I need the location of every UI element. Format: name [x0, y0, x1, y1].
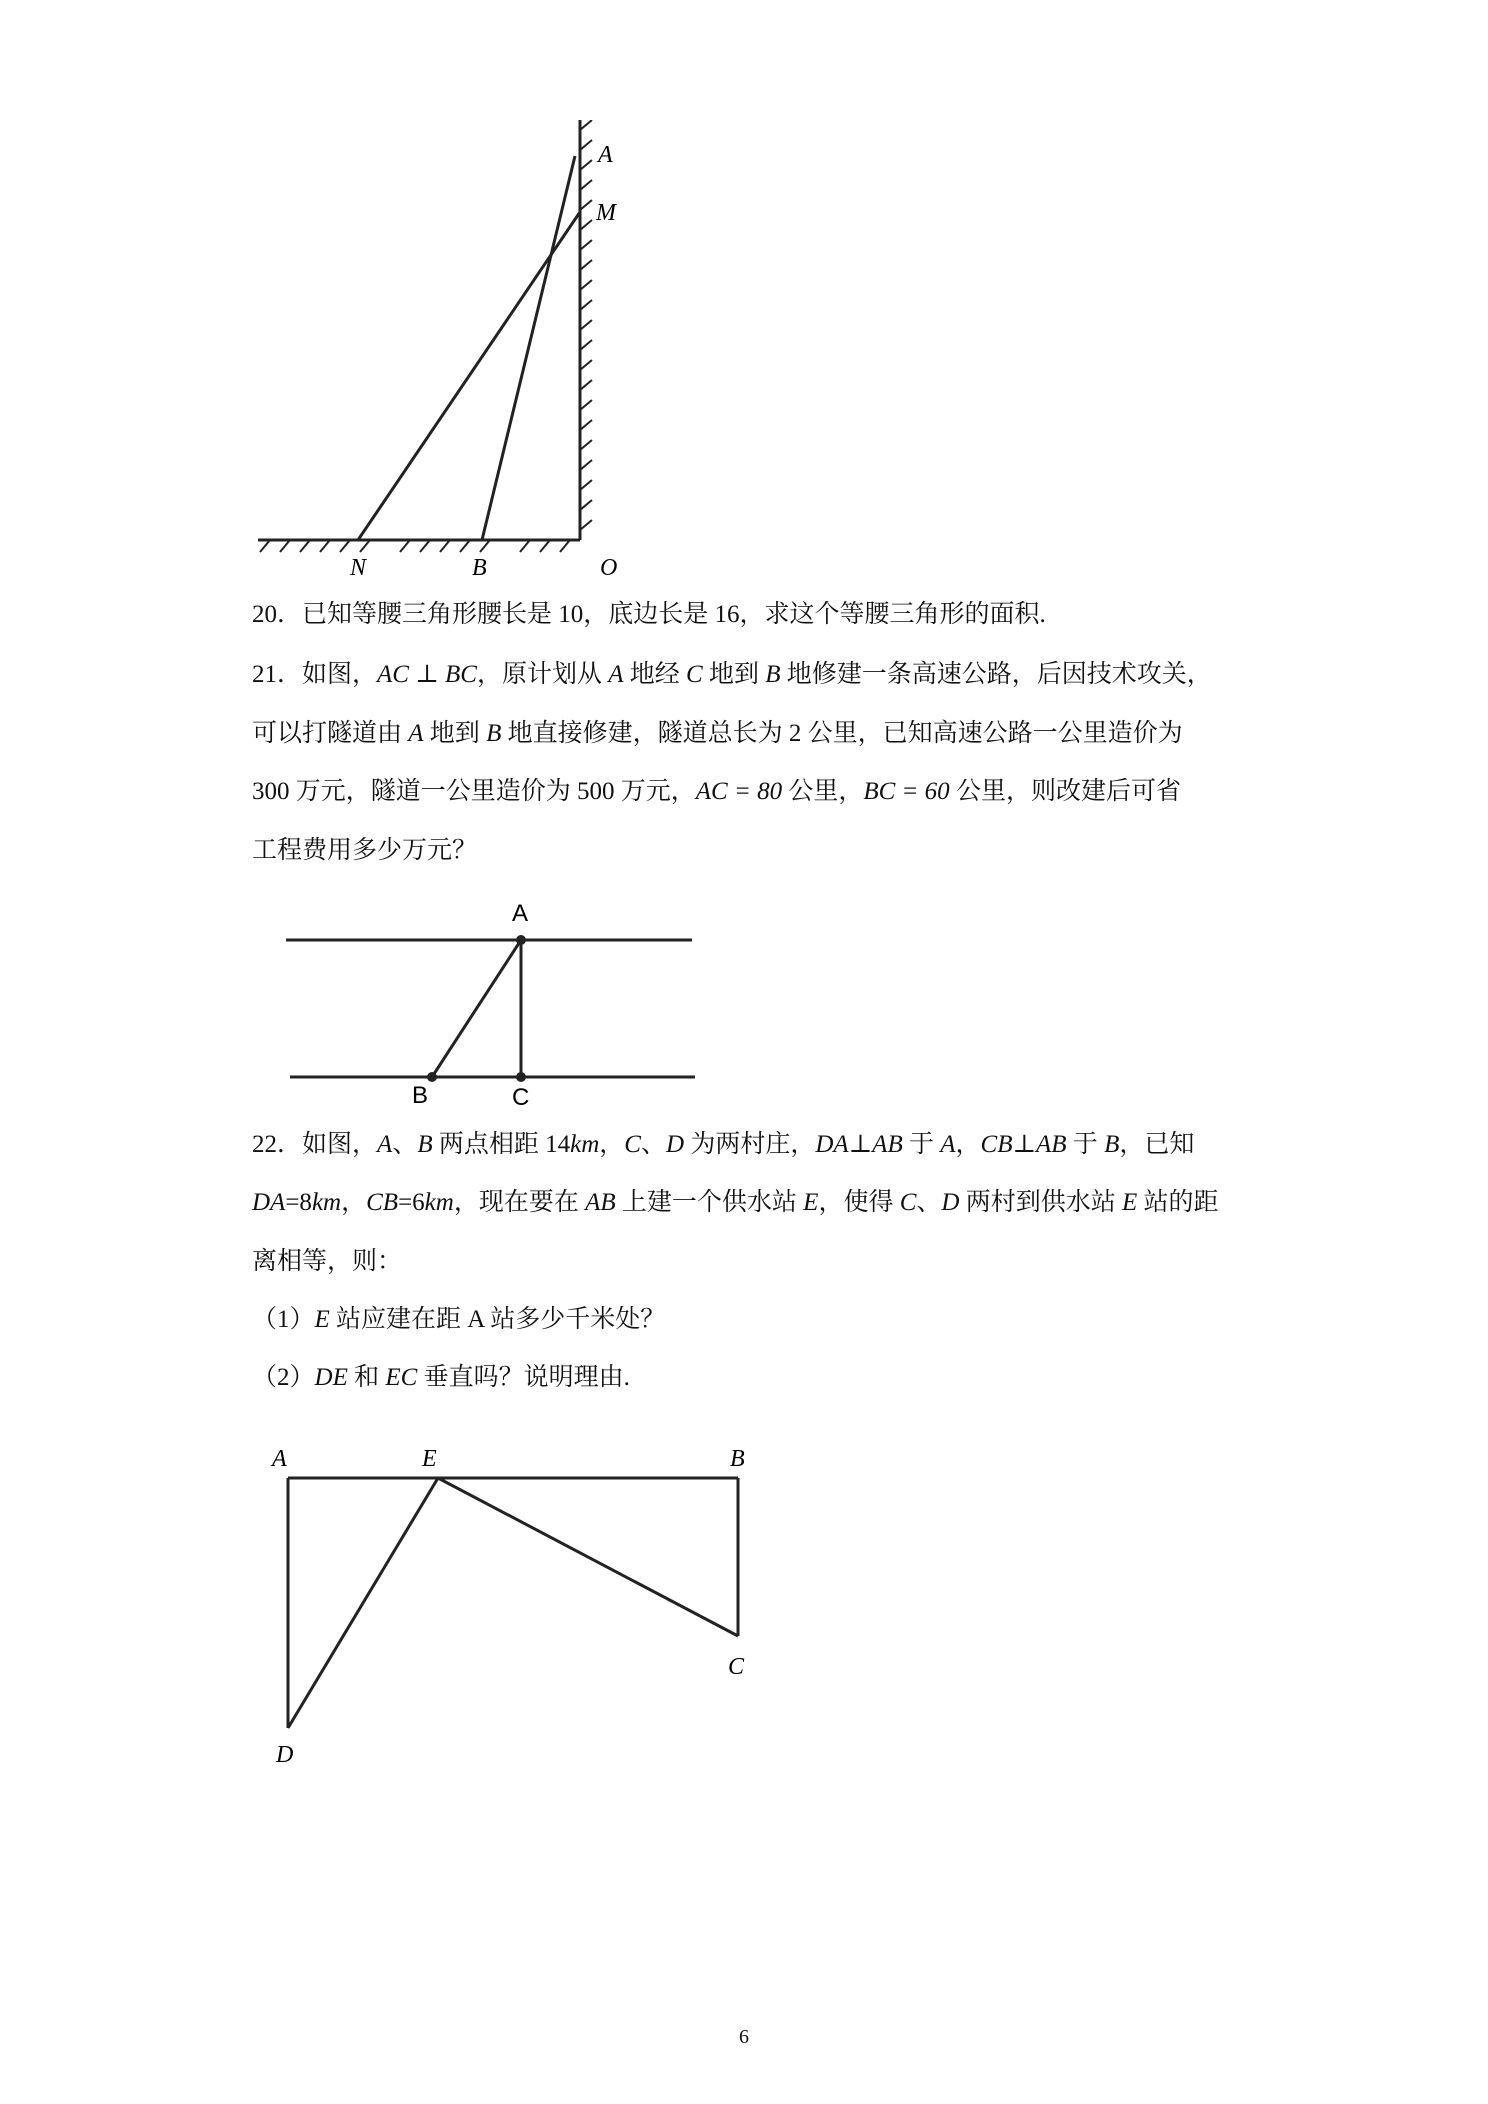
label-A: A [512, 900, 529, 927]
label-O: O [600, 555, 618, 580]
question-22-line-3: 离相等，则： [252, 1248, 403, 1275]
label-E: E [422, 1446, 437, 1472]
label-B: B [412, 1082, 429, 1109]
label-A: A [272, 1446, 287, 1472]
label-B: B [730, 1446, 745, 1472]
ground-hatch [260, 540, 570, 552]
label-N: N [350, 555, 367, 580]
segment-AB [432, 940, 521, 1077]
ladder-AB [482, 156, 575, 540]
question-22-part-1: （1）E 站应建在距 A 站多少千米处？ [252, 1306, 666, 1333]
point-B [427, 1072, 437, 1082]
figure-tunnel [280, 895, 700, 1115]
segment-DE [288, 1478, 438, 1728]
question-20: 20．已知等腰三角形腰长是 10，底边长是 16，求这个等腰三角形的面积. [252, 601, 1046, 628]
question-22-line-2: DA=8km，CB=6km，现在要在 AB 上建一个供水站 E，使得 C、D 两村到供水站 E 站的距 [252, 1189, 1219, 1216]
segment-EC [438, 1478, 738, 1636]
question-22-part-2: （2）DE 和 EC 垂直吗？说明理由. [252, 1364, 630, 1391]
point-A [516, 935, 526, 945]
question-21-line-4: 工程费用多少万元？ [252, 837, 478, 864]
wall-hatch [580, 120, 592, 530]
ladder-MN [358, 212, 580, 540]
question-21-line-1: 21．如图，AC ⊥ BC，原计划从 A 地经 C 地到 B 地修建一条高速公路，后因技术攻关， [252, 661, 1212, 688]
question-21-line-3: 300 万元，隧道一公里造价为 500 万元，AC = 80 公里，BC = 60 公里，则改建后可省 [252, 778, 1181, 805]
label-B: B [472, 555, 487, 580]
question-22-line-1: 22．如图，A、B 两点相距 14km，C、D 为两村庄，DA⊥AB 于 A，CB⊥AB 于 B，已知 [252, 1131, 1195, 1158]
label-M: M [596, 200, 616, 226]
label-D: D [276, 1742, 294, 1768]
figure-water-station [262, 1428, 782, 1768]
question-21-line-2: 可以打隧道由 A 地到 B 地直接修建，隧道总长为 2 公里，已知高速公路一公里造价为 [252, 720, 1183, 747]
page-number: 6 [739, 2026, 749, 2048]
label-A: A [598, 142, 613, 168]
label-C: C [728, 1654, 745, 1680]
figure-ladder [250, 120, 630, 580]
label-C: C [512, 1084, 530, 1111]
point-C [516, 1072, 526, 1082]
